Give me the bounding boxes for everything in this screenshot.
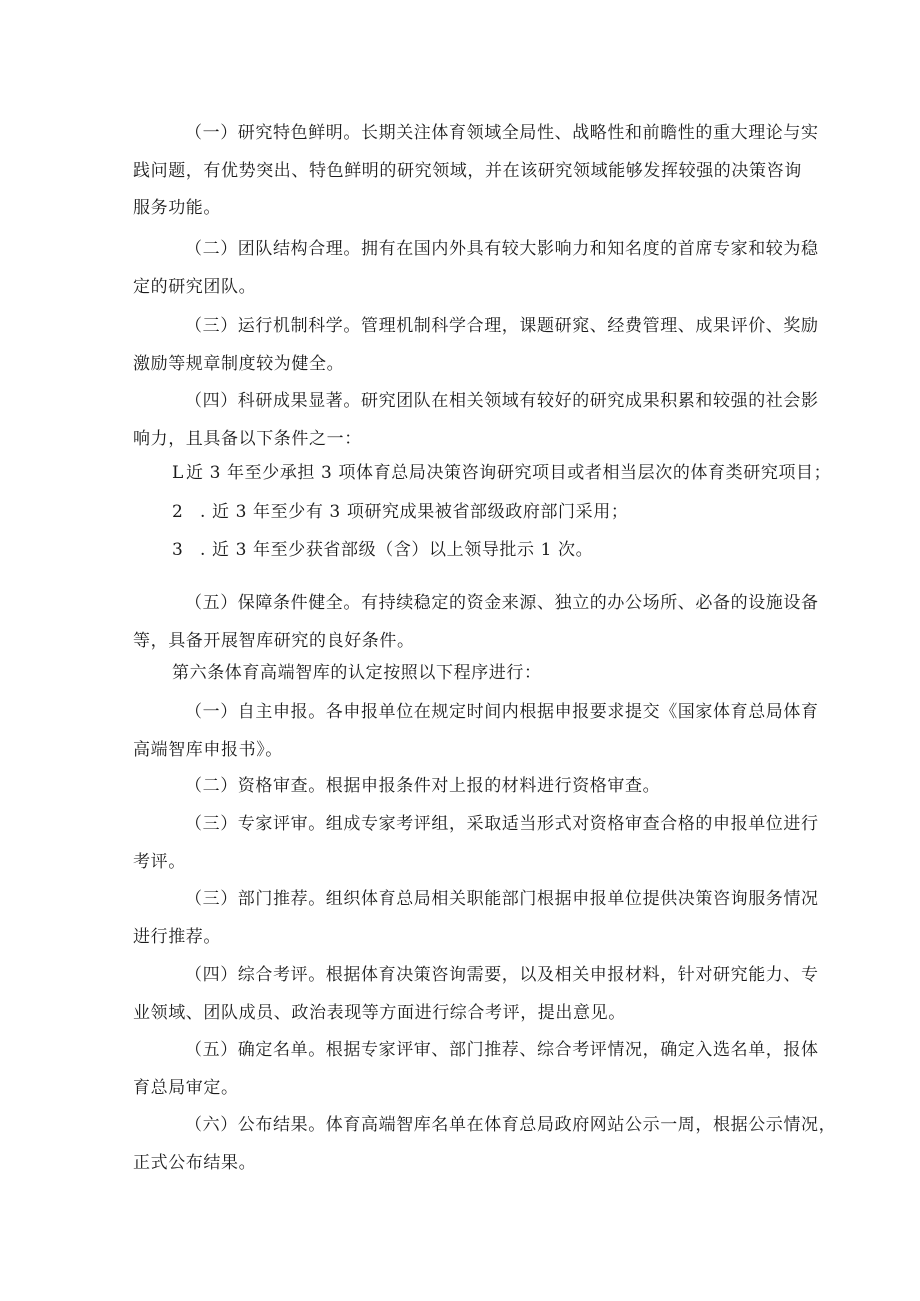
paragraph-line: （二）资格审查。根据申报条件对上报的材料进行资格审查。: [185, 776, 661, 796]
condition-text: . 近 3 年至少获省部级（含）以上领导批示 1 次。: [200, 540, 594, 560]
paragraph-line: （三）运行机制科学。管理机制科学合理，课题研窕、经费管理、成果评价、奖励: [185, 316, 819, 336]
paragraph-qualification-review: [133, 768, 793, 806]
paragraph-research-features: [133, 115, 819, 228]
paragraph-line: （三）专家评审。组成专家考评组，采取适当形式对资格审查合格的申报单位进行: [185, 814, 819, 834]
condition-text: . 近 3 年至少有 3 项研究成果被省部级政府部门采用；: [200, 502, 629, 522]
condition-item: [172, 494, 628, 532]
paragraph-line: 激励等规章制度较为健全。: [133, 353, 345, 374]
condition-text: 近 3 年至少承担 3 项体育总局决策咨询研究项目或者相当层次的体育类研究项目；: [186, 463, 832, 483]
paragraph-line: 践问题，有优势突出、特色鲜明的研究领域，并在该研究领域能够发挥较强的决策咨询: [133, 160, 802, 181]
paragraph-self-application: [133, 694, 819, 769]
paragraph-line: 进行推荐。: [133, 926, 221, 947]
paragraph-line: （四）科研成果显著。研究团队在相关领域有较好的研究成果积累和较强的社会影: [185, 391, 819, 411]
condition-number: 2: [172, 502, 184, 522]
condition-number: 3: [172, 540, 184, 560]
paragraph-line: 服务功能。: [133, 198, 221, 218]
paragraph-comprehensive-evaluation: [133, 957, 819, 1032]
paragraph-line: （五）确定名单。根据专家评审、部门推荐、综合考评情况，确定入选名单，报体: [185, 1040, 819, 1060]
article-six-heading: 第六条体育高端智库的认定按照以下程序进行：: [172, 663, 542, 683]
paragraph-line: （一）自主申报。各申报单位在规定时间内根据申报要求提交《国家体育总局体育: [185, 702, 819, 722]
paragraph-line: （六）公布结果。体育高端智库名单在体育总局政府网站公示一周，根据公示情况，: [185, 1115, 837, 1135]
paragraph-line: 定的研究团队。: [133, 276, 257, 297]
paragraph-line: 高端智库申报书》。: [133, 739, 283, 760]
condition-number: L: [172, 463, 184, 483]
paragraph-line: （四）综合考评。根据体育决策咨询需要，以及相关申报材料，针对研究能力、专: [185, 965, 819, 985]
paragraph-line: （一）研究特色鲜明。长期关注体育领域全局性、战略性和前瞻性的重大理论与实: [185, 123, 819, 143]
condition-item: [172, 532, 593, 570]
paragraph-line: 考评。: [133, 851, 186, 872]
condition-item: [172, 455, 831, 493]
paragraph-line: （三）部门推荐。组织体育总局相关职能部门根据申报单位提供决策咨询服务情况: [185, 889, 819, 909]
paragraph-team-structure: [133, 231, 819, 306]
paragraph-line: （五）保障条件健全。有持续稳定的资金来源、独立的办公场所、必备的设施设备: [185, 593, 819, 613]
paragraph-confirm-list: [133, 1032, 819, 1107]
paragraph-research-results: [133, 383, 819, 458]
paragraph-expert-review: [133, 806, 819, 881]
paragraph-line: 正式公布结果。: [133, 1152, 257, 1173]
paragraph-publish-results: [133, 1107, 837, 1182]
paragraph-line: 育总局审定。: [133, 1077, 239, 1098]
paragraph-line: （二）团队结构合理。拥有在国内外具有较大影响力和知名度的首席专家和较为稳: [185, 239, 819, 259]
paragraph-support-conditions: [133, 585, 819, 660]
paragraph-operating-mechanism: [133, 308, 819, 383]
paragraph-line: 业领域、团队成员、政治表现等方面进行综合考评，提出意见。: [133, 1002, 626, 1023]
paragraph-department-recommendation: [133, 881, 819, 956]
paragraph-line: 等，具备开展智库研究的良好条件。: [133, 630, 415, 651]
paragraph-line: 响力，且具备以下条件之一：: [133, 428, 362, 449]
